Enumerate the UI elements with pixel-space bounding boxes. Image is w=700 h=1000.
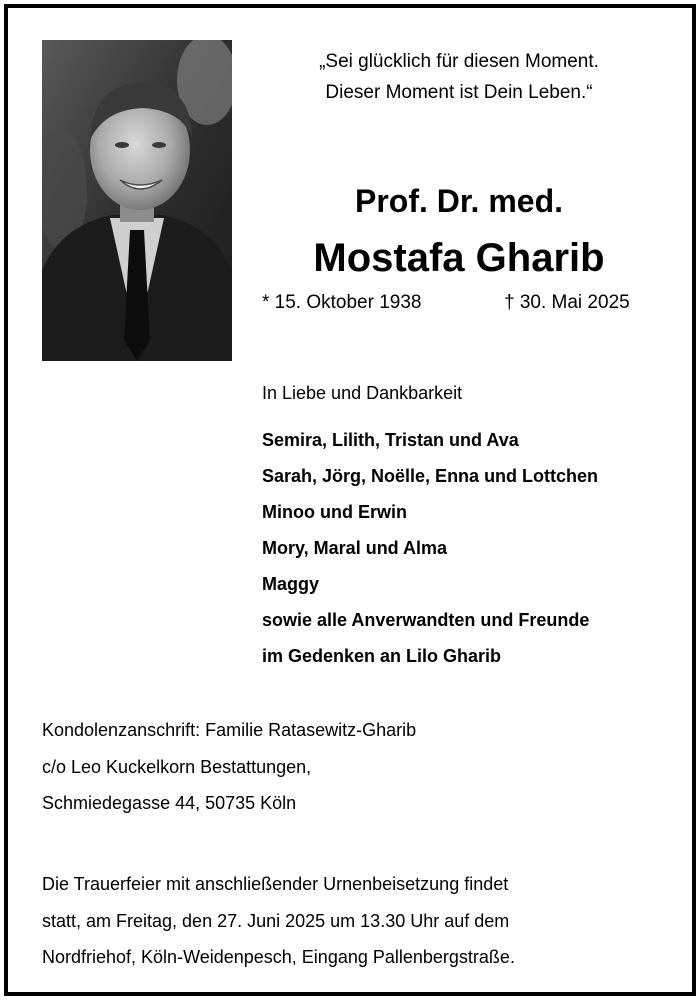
birth-date: * 15. Oktober 1938: [262, 292, 422, 313]
mourners-line: Mory, Maral und Alma: [262, 538, 448, 558]
mourners-line: Semira, Lilith, Tristan und Ava: [262, 430, 519, 450]
address-line: Kondolenzanschrift: Familie Ratasewitz-Gharib: [42, 720, 417, 740]
ceremony-line: statt, am Freitag, den 27. Juni 2025 um 13.30 Uhr auf dem: [42, 910, 510, 931]
quote-line-2: Dieser Moment ist Dein Leben.“: [325, 82, 593, 103]
mourners-line: sowie alle Anverwandten und Freunde: [262, 610, 590, 630]
ceremony-line: Nordfriehof, Köln-Weidenpesch, Eingang Pallenbergstraße.: [42, 947, 515, 967]
death-date: † 30. Mai 2025: [504, 292, 630, 313]
deceased-name: Mostafa Gharib: [313, 236, 605, 280]
ceremony-info: [42, 866, 662, 976]
mourners-intro: In Liebe und Dankbarkeit: [262, 383, 463, 403]
portrait-image: [42, 40, 232, 361]
address-line: c/o Leo Kuckelkorn Bestattungen,: [42, 756, 312, 777]
mourners-line: Maggy: [262, 574, 320, 594]
condolence-address: [42, 712, 662, 822]
portrait-photo: [42, 40, 232, 361]
address-line: Schmiedegasse 44, 50735 Köln: [42, 793, 297, 813]
academic-title: Prof. Dr. med.: [354, 183, 564, 219]
mourners-line: im Gedenken an Lilo Gharib: [262, 646, 502, 666]
quote-block: [262, 46, 656, 108]
ceremony-line: Die Trauerfeier mit anschließender Urnenbeisetzung findet: [42, 874, 509, 894]
mourners-line: Sarah, Jörg, Noëlle, Enna und Lottchen: [262, 466, 599, 486]
quote-line-1: „Sei glücklich für diesen Moment.: [319, 51, 599, 72]
mourners-list: [262, 422, 672, 674]
mourners-line: Minoo und Erwin: [262, 502, 407, 522]
